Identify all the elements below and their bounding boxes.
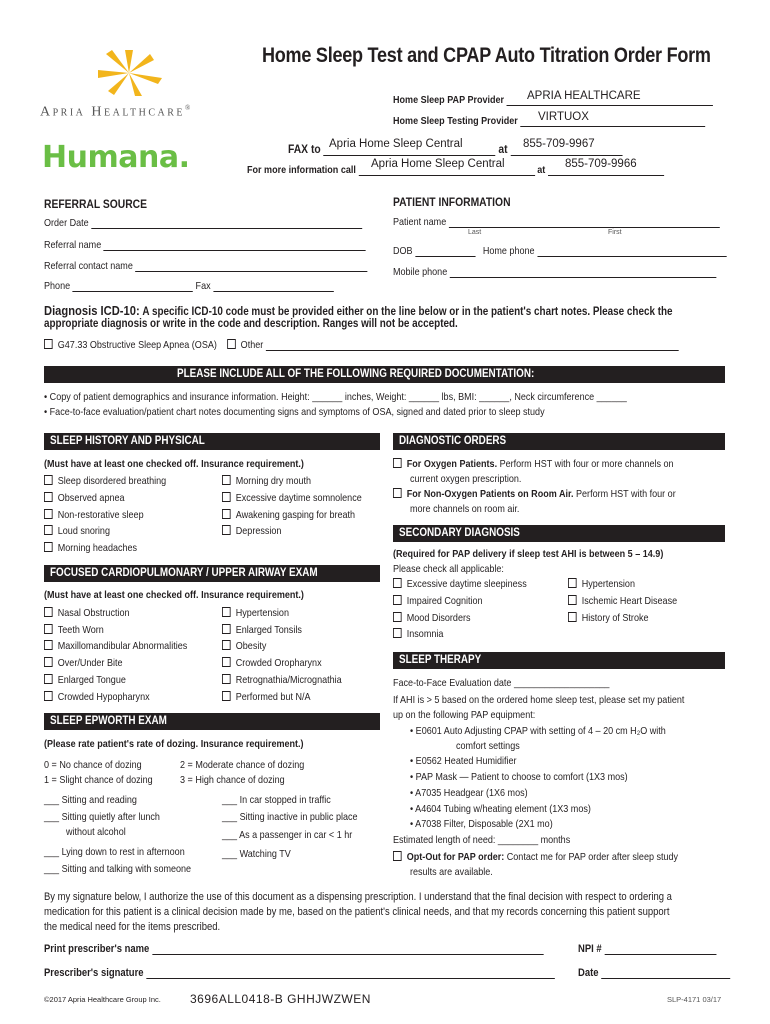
secondary-diagnosis-checkbox[interactable] — [393, 595, 402, 605]
secondary-diagnosis-checkbox[interactable] — [568, 612, 577, 622]
airway-exam-label: Crowded Hypopharynx — [57, 690, 150, 703]
airway-exam-option — [222, 640, 274, 652]
signature-para-2: medication for this patient is a clinical decision made by me, based on the patient's clinical needs, and that my records concerning this patient support — [44, 906, 670, 918]
fax-label: FAX to — [288, 142, 321, 156]
pap-item: • E0601 Auto Adjusting CPAP with setting of 4 – 20 cm H₂O with — [410, 725, 666, 737]
secondary-diagnosis-option — [393, 612, 483, 624]
sleep-history-checkbox[interactable] — [222, 525, 231, 535]
ahi-line1: If AHI is > 5 based on the ordered home sleep test, please set my patient — [393, 694, 685, 706]
airway-exam-label: Maxillomandibular Abnormalities — [57, 640, 188, 653]
optout-option — [393, 851, 724, 863]
copyright: ©2017 Apria Healthcare Group Inc. — [44, 995, 161, 1004]
fax-number-value[interactable]: 855-709-9967 — [523, 138, 595, 150]
secondary-requirement: (Required for PAP delivery if sleep test AHI is between 5 – 14.9) — [393, 548, 664, 560]
print-name-row[interactable] — [44, 943, 625, 955]
diagnosis-line2: appropriate diagnosis or write in the code and description. Ranges will not be accepted. — [44, 318, 458, 330]
optout-checkbox[interactable] — [393, 851, 402, 861]
airway-exam-option — [222, 607, 300, 619]
airway-exam-checkbox[interactable] — [222, 674, 231, 684]
sleep-history-label: Non-restorative sleep — [57, 508, 144, 521]
epworth-item[interactable]: ___ Sitting and reading — [44, 794, 137, 806]
sleep-history-requirement: (Must have at least one checked off. Insurance requirement.) — [44, 458, 304, 470]
dob-row[interactable] — [393, 245, 770, 257]
npi-row[interactable] — [578, 943, 739, 955]
secondary-diagnosis-label: Mood Disorders — [406, 611, 471, 624]
secondary-diagnosis-option — [393, 595, 497, 607]
patient-heading: PATIENT INFORMATION — [393, 195, 511, 209]
airway-exam-label: Teeth Worn — [57, 623, 104, 636]
airway-exam-checkbox[interactable] — [222, 607, 231, 617]
oxygen-text-2: current oxygen prescription. — [410, 473, 522, 485]
sleep-history-option — [222, 525, 291, 537]
apria-logo — [40, 48, 220, 128]
sleep-history-label: Excessive daytime somnolence — [235, 491, 362, 504]
page-title: Home Sleep Test and CPAP Auto Titration Order Form — [262, 44, 711, 67]
epworth-item[interactable]: ___ Sitting quietly after lunch — [44, 811, 160, 823]
mobile-phone-label: Mobile phone — [393, 266, 448, 278]
airway-requirement: (Must have at least one checked off. Insurance requirement.) — [44, 589, 304, 601]
sleep-history-label: Loud snoring — [57, 525, 110, 538]
last-label: Last — [468, 229, 482, 236]
pap-item: • A7035 Headgear (1X6 mos) — [410, 787, 528, 799]
airway-exam-label: Performed but N/A — [235, 690, 311, 703]
sleep-history-checkbox[interactable] — [222, 492, 231, 502]
testing-provider-label: Home Sleep Testing Provider — [393, 115, 518, 127]
form-number: SLP-4171 03/17 — [667, 995, 722, 1004]
airway-exam-checkbox[interactable] — [44, 657, 53, 667]
sleep-history-label: Morning headaches — [57, 542, 138, 555]
order-date-row[interactable] — [44, 217, 414, 229]
g4733-label: G47.33 Obstructive Sleep Apnea (OSA) — [57, 339, 217, 351]
sleep-history-option — [44, 509, 160, 521]
sleep-history-checkbox[interactable] — [222, 509, 231, 519]
apria-star-icon — [92, 48, 166, 98]
secondary-diagnosis-label: Excessive daytime sleepiness — [406, 578, 527, 590]
fax-to-value[interactable]: Apria Home Sleep Central — [329, 138, 463, 150]
order-date-label: Order Date — [44, 217, 89, 229]
airway-exam-option — [222, 624, 315, 636]
secondary-diagnosis-option — [393, 628, 452, 640]
airway-exam-label: Enlarged Tonsils — [235, 623, 302, 636]
airway-exam-checkbox[interactable] — [44, 674, 53, 684]
epworth-item[interactable]: ___ As a passenger in car < 1 hr — [222, 829, 353, 841]
diagnosis-options — [44, 339, 770, 351]
secondary-diagnosis-option — [568, 578, 646, 590]
airway-exam-option — [222, 674, 361, 686]
sleep-history-option — [44, 542, 152, 554]
sleep-history-checkbox[interactable] — [44, 525, 53, 535]
airway-exam-label: Hypertension — [235, 607, 289, 619]
sleep-history-checkbox[interactable] — [44, 542, 53, 552]
optout-label: Opt-Out for PAP order: — [406, 851, 505, 863]
apria-trademark: ® — [185, 104, 193, 112]
pap-provider-value[interactable]: APRIA HEALTHCARE — [527, 90, 641, 102]
sleep-history-option — [222, 475, 326, 487]
referral-heading: REFERRAL SOURCE — [44, 197, 148, 211]
epworth-scale-2: 2 = Moderate chance of dozing — [180, 759, 305, 771]
non-oxygen-text: Perform HST with four or — [573, 488, 676, 500]
sleep-history-bar: SLEEP HISTORY AND PHYSICAL — [44, 433, 380, 450]
sleep-history-label: Sleep disordered breathing — [57, 475, 167, 487]
other-checkbox[interactable] — [227, 339, 236, 349]
humana-logo: Humana. — [42, 140, 190, 175]
airway-exam-label: Enlarged Tongue — [57, 673, 126, 686]
prescriber-sig-label: Prescriber's signature — [44, 967, 144, 979]
date-row[interactable] — [578, 967, 755, 979]
phone-fax-row[interactable] — [44, 280, 381, 292]
testing-provider-value[interactable]: VIRTUOX — [538, 111, 589, 123]
sleep-history-checkbox[interactable] — [222, 475, 231, 485]
epworth-item[interactable]: ___ Lying down to rest in afternoon — [44, 846, 185, 858]
epworth-bar: SLEEP EPWORTH EXAM — [44, 713, 380, 730]
airway-exam-option — [44, 691, 167, 703]
pap-item-continued: comfort settings — [456, 740, 520, 752]
epworth-item[interactable]: ___ Sitting inactive in public place — [222, 811, 358, 823]
airway-exam-option — [222, 691, 325, 703]
other-label: Other — [240, 339, 264, 351]
phone-label: Phone — [44, 280, 71, 292]
airway-exam-option — [44, 624, 114, 636]
epworth-item-continued: without alcohol — [66, 826, 126, 838]
non-oxygen-option — [393, 488, 722, 500]
sleep-history-label: Awakening gasping for breath — [235, 508, 356, 521]
airway-exam-option — [44, 657, 135, 669]
referral-name-row[interactable] — [44, 239, 418, 251]
secondary-diagnosis-checkbox[interactable] — [568, 578, 577, 588]
sleep-history-label: Depression — [235, 525, 282, 538]
epworth-scale-4: 3 = High chance of dozing — [180, 774, 285, 786]
oxygen-label: For Oxygen Patients. — [406, 458, 498, 470]
first-label: First — [608, 229, 622, 236]
sleep-history-option — [222, 492, 384, 504]
referral-contact-row[interactable] — [44, 260, 420, 272]
epworth-scale-3: 1 = Slight chance of dozing — [44, 774, 153, 786]
info-number-value[interactable]: 855-709-9966 — [565, 158, 637, 170]
pap-item: • A4604 Tubing w/heating element (1X3 mos) — [410, 803, 591, 815]
airway-exam-checkbox[interactable] — [44, 624, 53, 634]
secondary-check-all: Please check all applicable: — [393, 563, 504, 575]
secondary-diagnosis-label: Ischemic Heart Disease — [581, 594, 678, 607]
info-value[interactable]: Apria Home Sleep Central — [371, 158, 505, 170]
secondary-diagnosis-bar: SECONDARY DIAGNOSIS — [393, 525, 725, 542]
length-of-need[interactable]: Estimated length of need: ________ months — [393, 834, 571, 846]
dob-label: DOB — [393, 245, 413, 257]
non-oxygen-label: For Non-Oxygen Patients on Room Air. — [406, 488, 574, 500]
sleep-history-option — [44, 525, 121, 537]
airway-exam-bar: FOCUSED CARDIOPULMONARY / UPPER AIRWAY EXAM — [44, 565, 380, 582]
optout-text-2: results are available. — [410, 866, 493, 878]
f2f-date[interactable]: Face-to-Face Evaluation date ___________________ — [393, 677, 610, 689]
epworth-item[interactable]: ___ In car stopped in traffic — [222, 794, 331, 806]
sleep-therapy-bar: SLEEP THERAPY — [393, 652, 725, 669]
airway-exam-checkbox[interactable] — [222, 624, 231, 634]
secondary-diagnosis-option — [568, 595, 695, 607]
patient-name-label: Patient name — [393, 216, 447, 228]
airway-exam-checkbox[interactable] — [222, 657, 231, 667]
sleep-history-checkbox[interactable] — [44, 509, 53, 519]
airway-exam-label: Nasal Obstruction — [57, 607, 130, 619]
sleep-history-checkbox[interactable] — [44, 475, 53, 485]
secondary-diagnosis-option — [568, 612, 662, 624]
oxygen-text: Perform HST with four or more channels on — [497, 458, 674, 470]
mobile-phone-row[interactable] — [393, 266, 769, 278]
pap-provider-label: Home Sleep PAP Provider — [393, 94, 505, 106]
optout-text: Contact me for PAP order after sleep study — [504, 851, 679, 863]
secondary-diagnosis-option — [393, 578, 548, 590]
diagnosis-line1 — [44, 303, 770, 318]
home-phone-label: Home phone — [482, 245, 535, 257]
referral-name-label: Referral name — [44, 239, 102, 251]
secondary-diagnosis-label: Insomnia — [406, 628, 444, 641]
airway-exam-checkbox[interactable] — [222, 640, 231, 650]
airway-exam-option — [44, 640, 211, 652]
pap-item: • A7038 Filter, Disposable (2X1 mo) — [410, 818, 553, 830]
epworth-item[interactable]: ___ Sitting and talking with someone — [44, 863, 192, 875]
epworth-requirement: (Please rate patient's rate of dozing. Insurance requirement.) — [44, 738, 304, 750]
airway-exam-checkbox[interactable] — [44, 640, 53, 650]
airway-exam-label: Obesity — [235, 640, 267, 653]
info-at: at — [537, 164, 546, 176]
non-oxygen-text-2: more channels on room air. — [410, 503, 520, 515]
sleep-history-label: Observed apnea — [57, 491, 125, 504]
apria-logo-text: Apria Healthcare — [40, 104, 186, 120]
doc-bullet-2: • Face-to-face evaluation/patient chart notes documenting signs and symptoms of OSA, signed and dated prior to sleep study — [44, 406, 545, 418]
airway-exam-option — [44, 674, 139, 686]
diagnosis-label: Diagnosis ICD-10: — [44, 303, 140, 318]
referral-contact-label: Referral contact name — [44, 260, 133, 272]
airway-exam-option — [44, 607, 143, 619]
info-label: For more information call — [247, 164, 356, 176]
non-oxygen-checkbox[interactable] — [393, 488, 402, 498]
epworth-scale-1: 0 = No chance of dozing — [44, 759, 142, 771]
print-name-label: Print prescriber's name — [44, 943, 150, 955]
date-label: Date — [578, 967, 599, 979]
secondary-diagnosis-label: History of Stroke — [581, 611, 649, 624]
signature-para-1: By my signature below, I authorize the use of this document as a dispensing prescription. I understand that the final decision with respect to ordering a — [44, 891, 672, 903]
g4733-checkbox[interactable] — [44, 339, 53, 349]
secondary-diagnosis-label: Impaired Cognition — [406, 594, 483, 607]
patient-name-row[interactable] — [393, 216, 770, 228]
form-code: 3696ALL0418-B GHHJWZWEN — [190, 992, 371, 1006]
doc-bullet-1: • Copy of patient demographics and insurance information. Height: ______ inches, Weight: ______ lbs, BMI: ______, Neck circumference ______ — [44, 391, 627, 403]
airway-exam-label: Retrognathia/Micrognathia — [235, 673, 342, 686]
secondary-diagnosis-checkbox[interactable] — [568, 595, 577, 605]
fax-at: at — [498, 142, 508, 156]
airway-exam-label: Crowded Oropharynx — [235, 657, 322, 670]
ahi-line2: up on the following PAP equipment: — [393, 709, 536, 721]
oxygen-option — [393, 458, 719, 470]
pap-item: • PAP Mask — Patient to choose to comfort (1X3 mos) — [410, 771, 628, 783]
sleep-history-option — [44, 492, 138, 504]
secondary-diagnosis-checkbox[interactable] — [393, 578, 402, 588]
diagnostic-orders-bar: DIAGNOSTIC ORDERS — [393, 433, 725, 450]
npi-label: NPI # — [578, 943, 602, 955]
pap-item: • E0562 Heated Humidifier — [410, 755, 517, 767]
secondary-diagnosis-checkbox[interactable] — [393, 628, 402, 638]
sleep-history-checkbox[interactable] — [44, 492, 53, 502]
sleep-history-label: Morning dry mouth — [235, 475, 312, 487]
prescriber-sig-row[interactable] — [44, 967, 638, 979]
oxygen-checkbox[interactable] — [393, 458, 402, 468]
diagnosis-text1: A specific ICD-10 code must be provided either on the line below or in the patient's chart notes. Please check the — [142, 306, 673, 318]
airway-exam-option — [222, 657, 338, 669]
airway-exam-checkbox[interactable] — [44, 691, 53, 701]
sleep-history-option — [44, 475, 186, 487]
airway-exam-checkbox[interactable] — [222, 691, 231, 701]
airway-exam-label: Over/Under Bite — [57, 657, 123, 670]
documentation-bar: PLEASE INCLUDE ALL OF THE FOLLOWING REQUIRED DOCUMENTATION: — [44, 366, 725, 383]
signature-para-3: the medical need for the items prescribed. — [44, 921, 221, 933]
fax-field-label: Fax — [195, 280, 211, 292]
epworth-item[interactable]: ___ Watching TV — [222, 848, 291, 860]
secondary-diagnosis-label: Hypertension — [581, 578, 635, 590]
sleep-history-option — [222, 509, 377, 521]
secondary-diagnosis-checkbox[interactable] — [393, 612, 402, 622]
airway-exam-checkbox[interactable] — [44, 607, 53, 617]
